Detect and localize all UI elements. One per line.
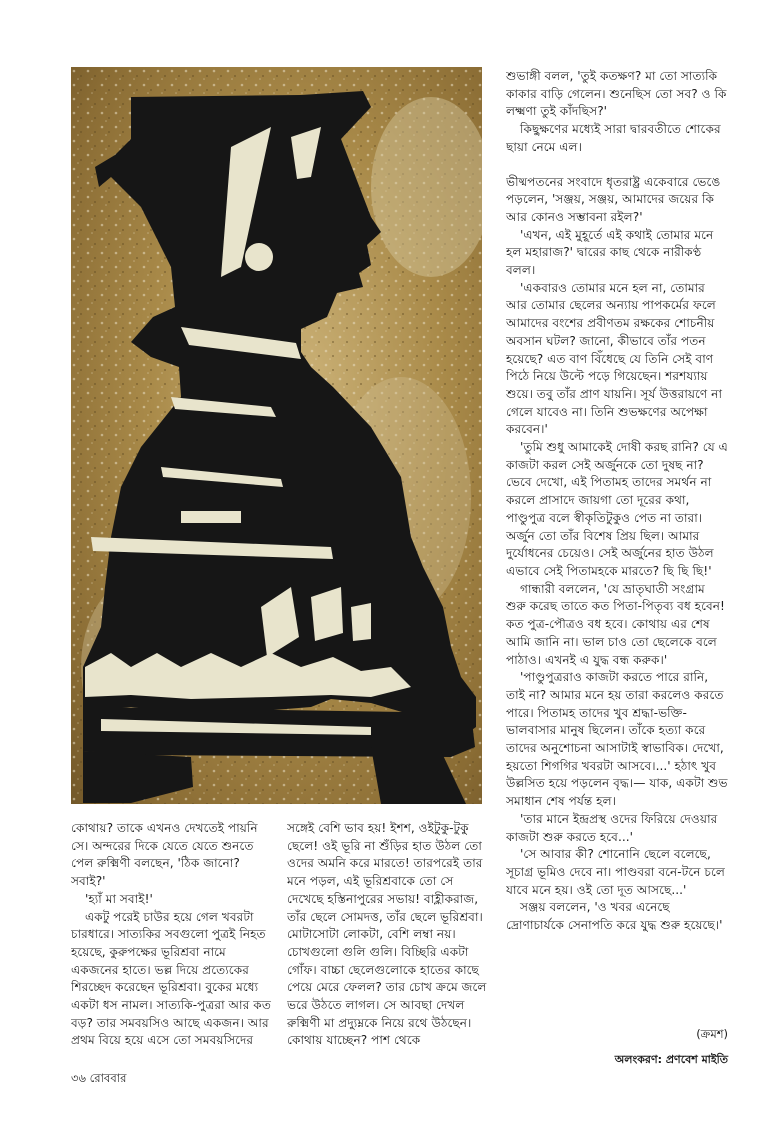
paragraph: 'সে আবার কী? শোনোনি ছেলে বলেছে, সূচাগ্র ভূমিও দেবে না। পাণ্ডবরা বনে-টনে চলে যাবে মনে হয়। ওই তো দূত আসছে...' xyxy=(506,847,725,897)
paragraph: কিছুক্ষণের মধ্যেই সারা দ্বারবতীতে শোকের ছায়া নেমে এল। xyxy=(506,122,721,154)
paragraph: সঙ্গেই বেশি ভাব হয়! ইশশ, ওইটুকু-টুকু ছেলে! ওই ভূরি না শুঁড়ির হাত উঠল তো ওদের অমনি করে মারতে! তারপরেই তার মনে পড়ল, এই ভূরিশ্রবাকে তো সে দেখেছে হস্তিনাপুরের সভায়! বাহ্লীকরাজ, তাঁর ছেলে সোমদত্ত, তাঁর ছেলে ভূরিশ্রবা। মোটাসোটা লোকটা, বেশি লম্বা নয়। চোখগুলো গুলি গুলি। বিচ্ছিরি একটা গোঁফ। বাচ্চা ছেলেগুলোকে হাতের কাছে পেয়ে মেরে ফেলল? তার চোখ ক্রমে জলে ভরে উঠতে লাগল। সে আবছা দেখল রুক্মিণী মা প্রদ্যুম্নকে নিয়ে রথে উঠছেন। কোথায় যাচ্ছেন? পাশ থেকে xyxy=(287,821,487,1048)
paragraph: 'তুমি শুধু আমাকেই দোষী করছ রানি? যে এ কাজটা করল সেই অর্জুনকে তো দুষছ না? ভেবে দেখো, এই পিতামহ তাদের সমর্থন না করলে প্রাসাদে জায়গা তো দূরের কথা, পাণ্ডুপুত্র বলে স্বীকৃতিটুকুও পেত না তারা। অর্জুন তো তাঁর বিশেষ প্রিয় ছিল। আমার দুর্যোধনের চেয়েও। সেই অর্জুনের হাত উঠল এভাবে সেই পিতামহকে মারতে? ছি ছি ছি!' xyxy=(506,440,728,578)
continued-label: (ক্রমশ) xyxy=(696,1027,728,1041)
illustration-credit: অলংকরণ: প্রণবেশ মাইতি xyxy=(614,1053,728,1066)
paragraph: 'হ্যাঁ মা সবাই!' xyxy=(85,891,153,906)
paragraph: 'এখন, এই মুহূর্তে এই কথাই তোমার মনে হল মহারাজ?' দ্বারের কাছ থেকে নারীকণ্ঠ বলল। xyxy=(506,227,714,278)
page-footer: ৩৬ রোববার xyxy=(71,1071,127,1085)
paragraph: 'একবারও তোমার মনে হল না, তোমার আর তোমার ছেলের অন্যায় পাপকর্মের ফলে আমাদের বংশের প্রবীণতম রক্ষকের শোচনীয় অবসান ঘটল? জানো, কীভাবে তাঁর পতন হয়েছে? এত বাণ বিঁধেছে যে তিনি সেই বাণ পিঠে নিয়ে উল্টে পড়ে গিয়েছেন। শরশয্যায় শুয়ে। তবু তাঁর প্রাণ যায়নি। সূর্য উত্তরায়ণে না গেলে যাবেও না। তিনি শুভক্ষণের অপেক্ষা করবেন।' xyxy=(506,280,722,437)
paragraph: কোথায়? তাকে এখনও দেখতেই পায়নি সে। অন্দরের দিকে যেতে যেতে শুনতে পেল রুক্মিণী বলছেন, 'ঠিক জানো? সবাই?' xyxy=(71,821,258,889)
article-endnote xyxy=(506,1026,728,1070)
paragraph: ভীষ্মপতনের সংবাদে ধৃতরাষ্ট্র একেবারে ভেঙে পড়লেন, 'সঞ্জয়, সঞ্জয়, আমাদের জয়ের কি আর কোনও সম্ভাবনা রইল?' xyxy=(506,174,721,224)
paragraph: 'তার মানে ইন্দ্রপ্রস্থ ওদের ফিরিয়ে দেওয়ার কাজটা শুরু করতে হবে...' xyxy=(506,811,718,844)
article-column-right xyxy=(506,68,728,1030)
paragraph: সঞ্জয় বললেন, 'ও খবর এনেছে দ্রোণাচার্যকে সেনাপতি করে যুদ্ধ শুরু হয়েছে।' xyxy=(506,900,723,933)
paragraph: শুভাঙ্গী বলল, 'তুই কতক্ষণ? মা তো সাত্যকি কাকার বাড়ি গেলেন। শুনেছিস তো সব? ও কি লক্ষ্মণা তুই কাঁদছিস?' xyxy=(506,69,727,119)
illustration-silhouette xyxy=(71,67,482,804)
article-column-bottom-middle xyxy=(287,820,493,1064)
paragraph: একটু পরেই চাউর হয়ে গেল খবরটা চারধারে। সাত্যকির সবগুলো পুত্রই নিহত হয়েছে, কুরুপক্ষের ভূরিশ্রবা নামে একজনের হাতে। ভল্ল দিয়ে প্রত্যেকের শিরচ্ছেদ করেছেন ভূরিশ্রবা। বুকের মধ্যে একটা ধস নামল। সাত্যকি-পুত্ররা আর কত বড়? তার সমবয়সিও আছে একজন। আর প্রথম বিয়ে হয়ে এসে তো সমবয়সিদের xyxy=(71,909,271,1048)
article-column-bottom-left xyxy=(71,820,276,1064)
paragraph: 'পাণ্ডুপুত্ররাও কাজটা করতে পারে রানি, তাই না? আমার মনে হয় তারা করলেও করতে পারে। পিতামহ তাদের খুব শ্রদ্ধা-ভক্তি-ভালবাসার মানুষ ছিলেন। তাঁকে হত্যা করে তাদের অনুশোচনা আসাটাই স্বাভাবিক। দেখো, হয়তো শিগগির খবরটা আসবে।...' হঠাৎ খুব উল্লসিত হয়ে পড়লেন বৃদ্ধ।— যাক, একটা শুভ সমাধান শেষ পর্যন্ত হল। xyxy=(506,670,728,809)
paragraph: গান্ধারী বললেন, 'যে ভ্রাতৃঘাতী সংগ্রাম শুরু করেছ তাতে কত পিতা-পিতৃব্য বধ হবেন! কত পুত্র-পৌত্রও বধ হবে। কোথায় এর শেষ আমি জানি না। ভাল চাও তো ছেলেকে বলে পাঠাও। এখনই এ যুদ্ধ বন্ধ করুক।' xyxy=(506,581,725,667)
